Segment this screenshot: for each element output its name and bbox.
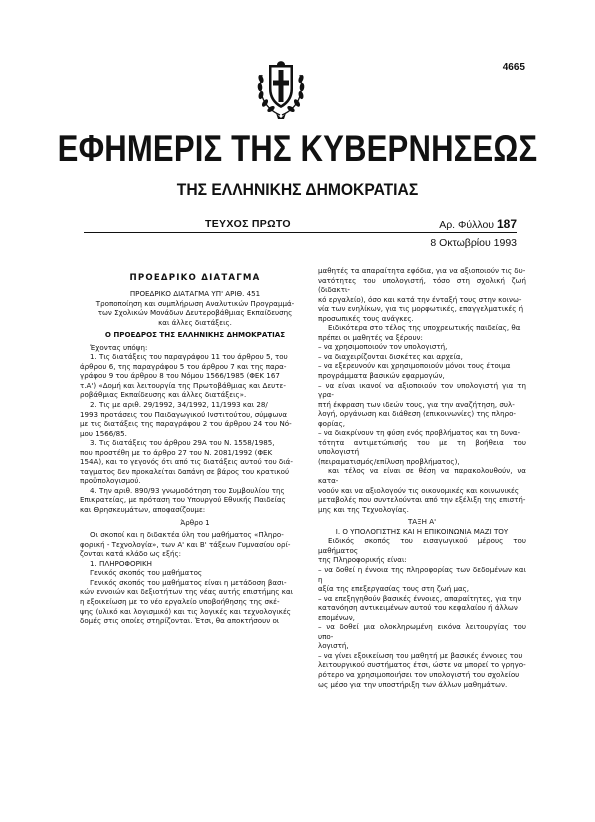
text-line: λειτουργικού συστήματος έτσι, ώστε να μπορεί το γρηγο- — [318, 660, 526, 670]
text-line: Ειδικότερα στο τέλος της υποχρεωτικής παιδείας, θα — [328, 323, 521, 333]
text-line: μεταβολές που συντελούνται από την εξέλιξη της επιστή- — [318, 495, 526, 505]
masthead-title: ΕΦΗΜΕΡΙΣ ΤΗΣ ΚΥΒΕΡΝΗΣΕΩΣ — [57, 128, 538, 169]
sheet-number — [439, 217, 517, 231]
text-line: άρθρου 6, της παραγράφου 5 του άρθρου 7 και της παρα- — [80, 361, 287, 371]
left-column — [80, 272, 310, 626]
text-line: προγράμματα βασικών εφαρμογών, — [318, 371, 445, 381]
decree-number: ΠΡΟΕΔΡΙΚΟ ΔΙΑΤΑΓΜΑ ΥΠ' ΑΡΙΘ. 451 — [129, 289, 261, 298]
general-aim-text — [80, 578, 310, 626]
text-line: πτή έκφραση των ιδεών τους, για την αναζήτηση, συλ- — [318, 399, 515, 409]
text-line: κό εργαλείο), όσο και κατά την ένταξή τους στην κοινω- — [318, 294, 522, 304]
article-heading: Άρθρο 1 — [180, 517, 210, 527]
text-line: ψης (υλικό και λογισμικό) και τις λογικές και τεχνολογικές — [80, 606, 291, 616]
text-line: προϋπολογισμού. — [80, 476, 141, 486]
decree-subject — [80, 299, 310, 328]
list-item: – να δοθεί μια ολοκληρωμένη εικόνα λειτουργίας του υπο- — [318, 622, 526, 641]
list-item: – να είναι ικανοί να αξιοποιούν τον υπολογιστή για τη γρα- — [318, 380, 526, 400]
closing-text — [318, 466, 526, 514]
list-item: – να γίνει εξοικείωση του μαθητή με βασικές έννοιες του — [318, 650, 523, 660]
subsection-heading: 1. ΠΛΗΡΟΦΟΡΙΚΗ — [90, 558, 152, 568]
article-intro — [80, 530, 310, 559]
text-line: ροβάθμιας Εκπαίδευσης και άλλες διατάξεις». — [80, 390, 247, 400]
text-line: 4. Την αριθ. 890/93 γνωμοδότηση του Συμβουλίου της — [90, 485, 285, 495]
decree-subject-line: και άλλες διατάξεις. — [158, 317, 232, 327]
text-line: Επικρατείας, με πρόταση του Υπουργού Εθνικής Παιδείας — [80, 495, 286, 505]
text-line: που προστέθη με το άρθρο 27 του Ν. 2081/1992 (ΦΕΚ — [80, 447, 273, 457]
text-line: 1. Τις διατάξεις του παραγράφου 11 του άρθρου 5, του — [90, 352, 288, 362]
page-number: 4665 — [502, 62, 525, 73]
text-line: λογή, οργάνωση και διάθεση (επικοινωνίες) της πληρο- — [318, 409, 516, 419]
text-line: πρέπει οι μαθητές να ξέρουν: — [318, 332, 423, 342]
list-item: – να διακρίνουν τη φύση ενός προβλήματος και τη δυνα- — [318, 428, 521, 438]
unit-heading: Ι. Ο ΥΠΟΛΟΓΙΣΤΗΣ ΚΑΙ Η ΕΠΙΚΟΙΝΩΝΙΑ ΜΑΖΙ ΤΟΥ — [335, 526, 509, 536]
having-in-mind: Έχοντας υπόψη: — [90, 342, 148, 352]
list-item: – να επεξηγηθούν βασικές έννοιες, απαραίτητες, για την — [318, 593, 522, 603]
decree-subject-line: των Σχολικών Μονάδων Δευτεροβάθμιας Εκπαίδευσης — [97, 308, 293, 318]
text-line: νοούν και να αξιολογούν τις οικονομικές και κοινωνικές — [318, 485, 520, 495]
text-line: μης και της Τεχνολογίας. — [318, 504, 409, 514]
continuation-text — [318, 266, 526, 323]
legal-basis-paragraph — [80, 438, 310, 486]
text-line: και τέλος να είναι σε θέση να παρακολουθούν, να κατα- — [318, 466, 526, 486]
text-line: κών εννοιών και δεξιοτήτων της νέας αυτής επιστήμης και — [80, 587, 294, 597]
text-line: κατανόηση αντικειμένων αυτού του κεφαλαίου ή άλλων — [318, 603, 518, 613]
decree-subject-line: Τροποποίηση και συμπλήρωση Αναλυτικών Προγραμμά- — [95, 298, 295, 308]
sheet-number-prefix: Αρ. Φύλλου — [439, 219, 495, 231]
list-item: – να χρησιμοποιούν τον υπολογιστή, — [318, 342, 448, 352]
text-line: επομένων, — [318, 612, 355, 622]
text-line: 1993 προτάσεις του Παιδαγωγικού Ινστιτούτου, σύμφωνα — [80, 409, 288, 419]
text-line: 3. Τις διατάξεις του άρθρου 29Α του Ν. 1558/1985, — [90, 438, 275, 448]
class-heading: ΤΑΞΗ Α' — [407, 517, 437, 527]
issue-label: ΤΕΥΧΟΣ ΠΡΩΤΟ — [205, 218, 291, 230]
text-line: μου 1566/85. — [80, 428, 127, 438]
greek-coat-of-arms-icon — [254, 55, 308, 121]
text-line: νία των ενηλίκων, για τις μορφωτικές, επαγγελματικές ή — [318, 304, 524, 314]
list-item: – να διαχειρίζονται δισκέτες και αρχεία, — [318, 351, 463, 361]
text-line: τότητα αντιμετώπισής του με τη βοήθεια του υπολογιστή — [318, 437, 526, 457]
header-divider — [84, 232, 517, 233]
text-line: ως μέσο για την υποστήριξη των άλλων μαθημάτων. — [318, 679, 508, 689]
text-line: 154Α), και το γεγονός ότι από τις διατάξεις αυτού του διά- — [80, 457, 293, 467]
text-line: δομές στις οποίες στηρίζονται. Έτσι, θα αποκτήσουν οι — [80, 616, 280, 626]
text-line: μαθητές τα απαραίτητα εφόδια, για να αξιοποιούν τις δυ- — [318, 266, 526, 275]
end-goal-text — [318, 323, 526, 342]
text-line: 2. Τις με αριθ. 29/1992, 34/1992, 11/1993 και 28/ — [90, 400, 268, 410]
legal-basis-paragraph — [80, 400, 310, 438]
issue-date: 8 Οκτωβρίου 1993 — [430, 237, 517, 249]
text-line: ζονται κατά κλάδο ως εξής: — [80, 549, 182, 559]
section-title: ΠΡΟΕΔΡΙΚΟ ΔΙΑΤΑΓΜΑ — [129, 273, 261, 283]
general-aim-heading: Γενικός σκοπός του μαθήματος — [90, 568, 203, 578]
skills-list — [318, 342, 526, 466]
unit-aims-list — [318, 565, 526, 689]
legal-basis-paragraph — [80, 352, 310, 400]
text-line: λογιστή, — [318, 641, 349, 651]
text-line: και Θρησκευμάτων, αποφασίζουμε: — [80, 505, 206, 515]
text-line: γράφου 9 του άρθρου 8 του Νόμου 1566/1985 (ΦΕΚ 167 — [80, 371, 280, 381]
text-line: φορίας, — [318, 418, 346, 428]
unit-aim: Ειδικός σκοπός του εισαγωγικού μέρους του μαθήματος — [318, 536, 526, 555]
legal-basis-paragraph — [80, 486, 310, 515]
unit-aim-continued: της Πληροφορικής είναι: — [318, 555, 407, 565]
text-line: φορική - Τεχνολογία», των Α' και Β' τάξεων Γυμνασίου ορί- — [80, 539, 291, 549]
text-line: Οι σκοποί και η διδακτέα ύλη του μαθήματος «Πληρο- — [90, 530, 284, 540]
text-line: ταγματος δεν προκαλείται δαπάνη σε βάρος του κρατικού — [80, 466, 290, 476]
text-line: προσωπικές τους ανάγκες. — [318, 313, 414, 323]
masthead-subtitle: ΤΗΣ ΕΛΛΗΝΙΚΗΣ ΔΗΜΟΚΡΑΤΙΑΣ — [176, 180, 419, 199]
list-item: – να εξερευνούν και χρησιμοποιούν μόνοι τους έτοιμα — [318, 361, 511, 371]
text-line: (πειραματισμός/επίλυση προβλήματος), — [318, 456, 460, 466]
text-line: αξία της επεξεργασίας τους στη ζωή μας, — [318, 584, 470, 594]
text-line: νατότητες του υπολογιστή, τόσο στη σχολική ζωή (διδακτι- — [318, 275, 526, 295]
president-heading: Ο ΠΡΟΕΔΡΟΣ ΤΗΣ ΕΛΛΗΝΙΚΗΣ ΔΗΜΟΚΡΑΤΙΑΣ — [104, 330, 286, 340]
text-line: Γενικός σκοπός του μαθήματος είναι η μετάδοση βασι- — [90, 577, 287, 587]
text-line: με τις διατάξεις της παραγράφου 2 του άρθρου 24 του Νό- — [80, 419, 292, 429]
text-line: η εξοικείωση με το νέο εργαλείο υποβοήθησης της σκέ- — [80, 596, 280, 606]
text-line: τ.Α') «Δομή και λειτουργία της Πρωτοβάθμιας και Δευτε- — [80, 380, 286, 390]
text-line: ρότερο να χρησιμοποιήσει τον υπολογιστή του σχολείου — [318, 669, 520, 679]
list-item: – να δοθεί η έννοια της πληροφορίας των δεδομένων και η — [318, 564, 526, 584]
sheet-number-value: 187 — [496, 217, 517, 231]
right-column — [318, 266, 526, 689]
